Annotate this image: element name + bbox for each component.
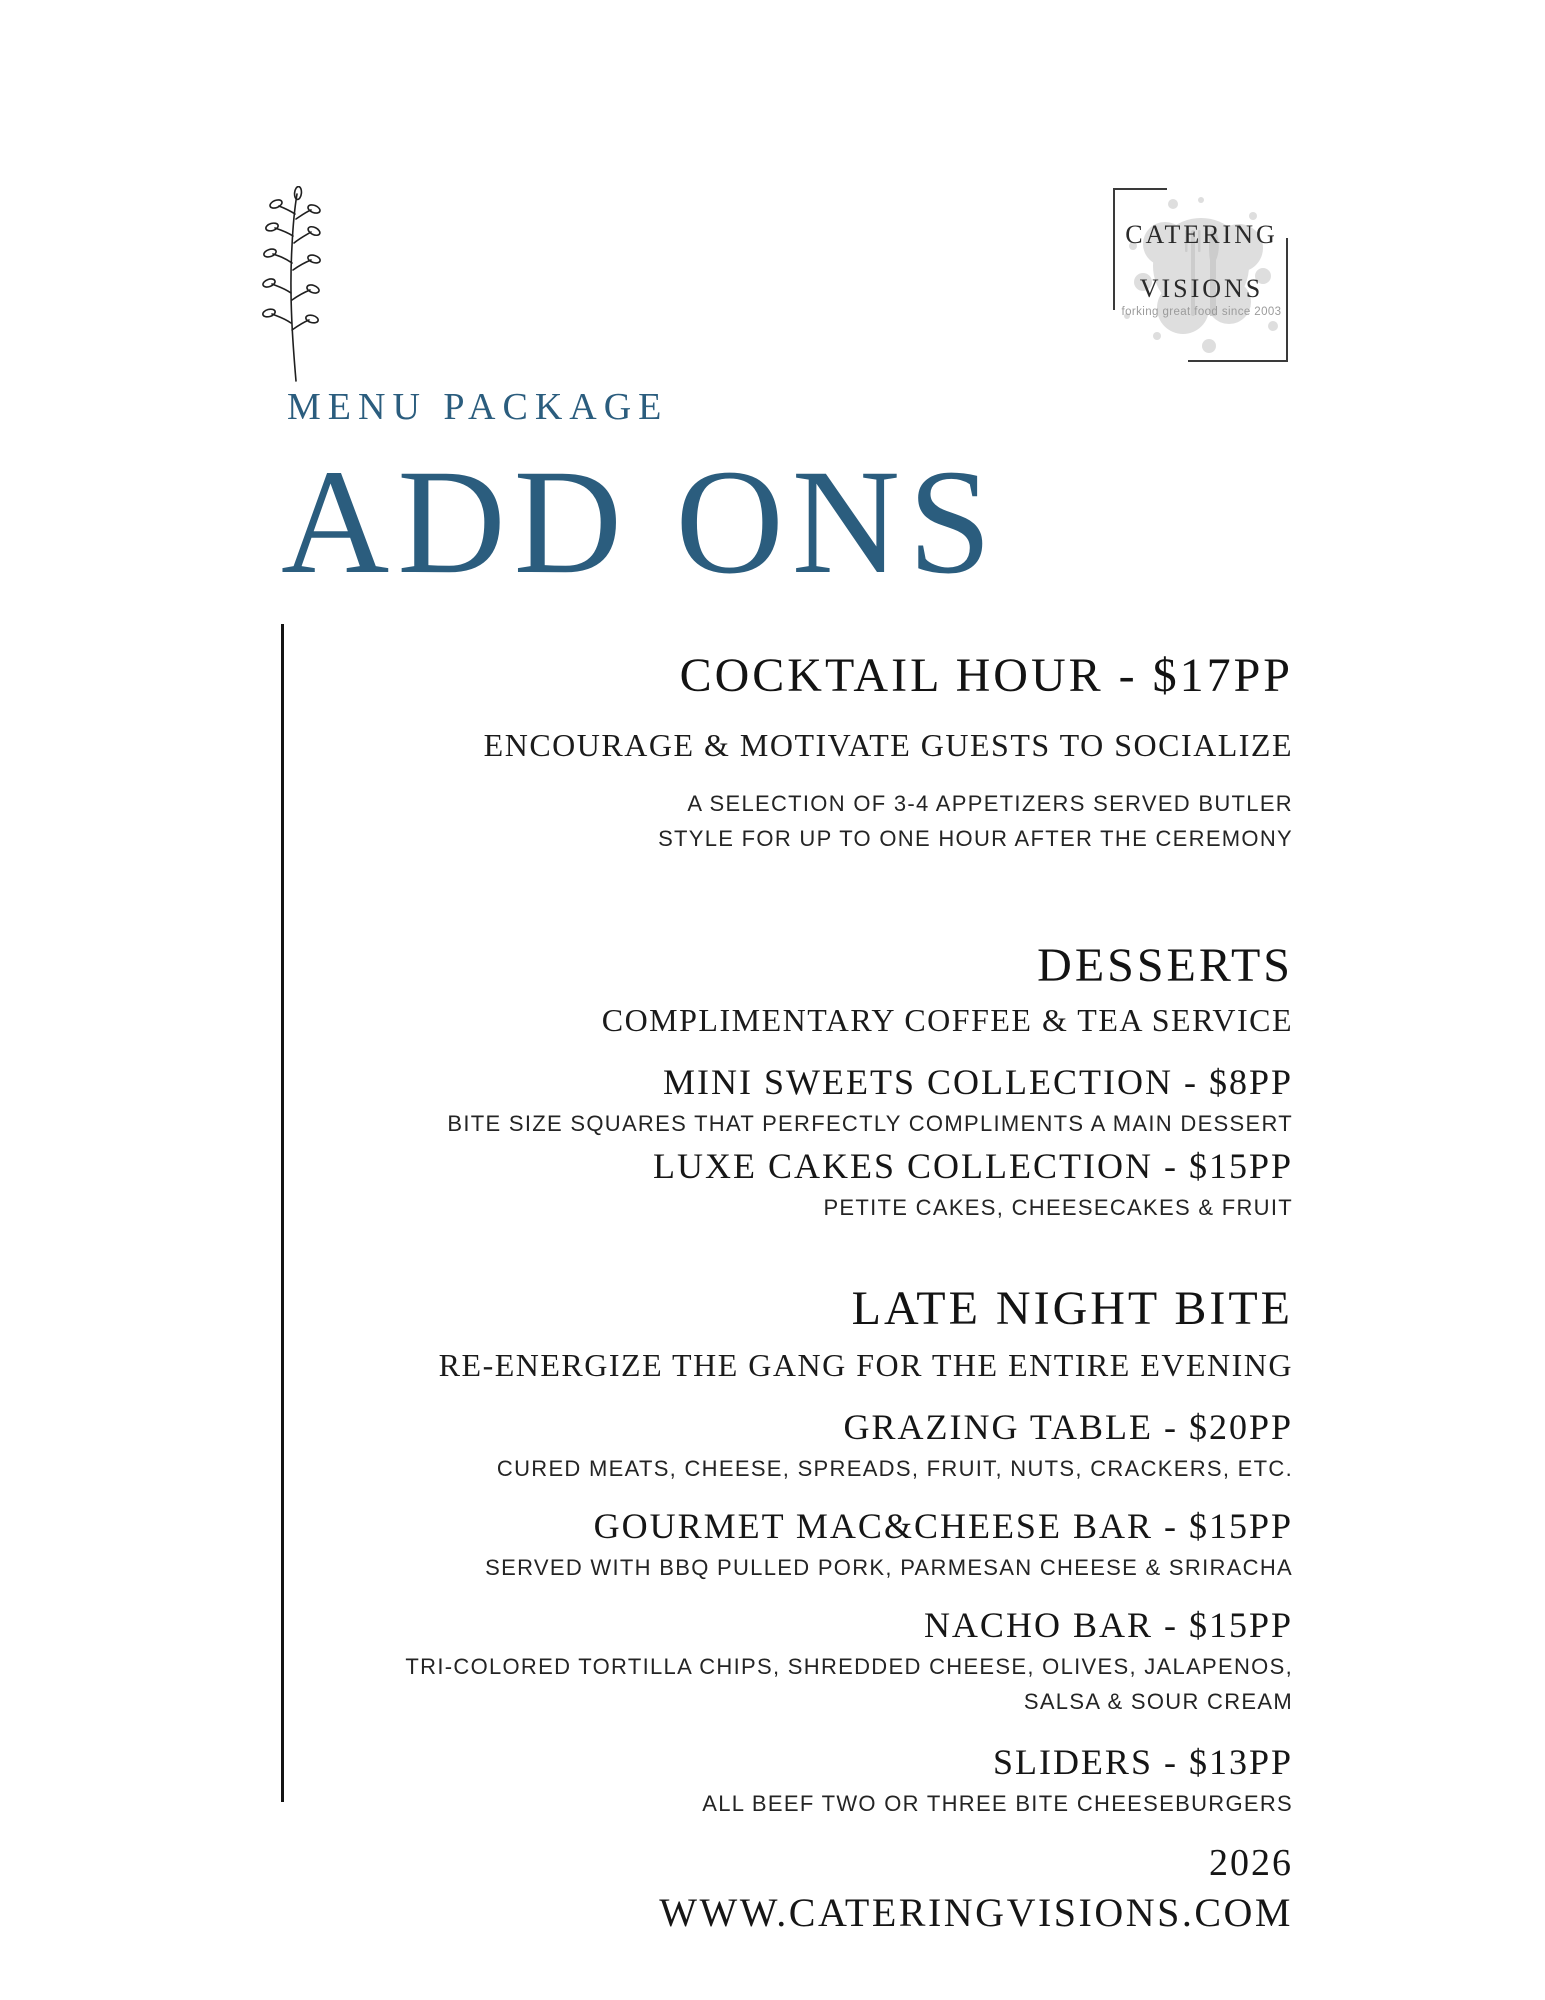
- section-description: [293, 786, 1293, 856]
- menu-item-sliders: [293, 1741, 1293, 1821]
- description-line: SALSA & SOUR CREAM: [1023, 1689, 1293, 1714]
- page-title: ADD ONS: [281, 439, 1000, 605]
- section-title: LATE NIGHT BITE: [851, 1282, 1293, 1335]
- section-desserts: [293, 938, 1293, 1225]
- section-title: DESSERTS: [1037, 939, 1293, 992]
- item-description: CURED MEATS, CHEESE, SPREADS, FRUIT, NUTS, CRACKERS, ETC.: [496, 1456, 1293, 1481]
- section-subtitle: ENCOURAGE & MOTIVATE GUESTS TO SOCIALIZE: [483, 727, 1293, 763]
- section-title: COCKTAIL HOUR - $17PP: [679, 649, 1293, 702]
- item-name: LUXE CAKES COLLECTION - $15PP: [653, 1146, 1293, 1186]
- section-late-night-bite: [293, 1281, 1293, 1821]
- item-name: GRAZING TABLE - $20PP: [843, 1407, 1293, 1447]
- logo-wordmark-line1: CATERING: [1125, 220, 1278, 249]
- item-name: SLIDERS - $13PP: [992, 1742, 1293, 1782]
- menu-item-luxe-cakes: [293, 1145, 1293, 1225]
- item-name: NACHO BAR - $15PP: [923, 1605, 1293, 1645]
- left-vertical-rule: [281, 624, 284, 1802]
- item-description: ALL BEEF TWO OR THREE BITE CHEESEBURGERS: [702, 1791, 1293, 1816]
- item-name: MINI SWEETS COLLECTION - $8PP: [663, 1062, 1293, 1102]
- logo-wordmark-line2: VISIONS: [1139, 274, 1264, 303]
- footer-website: WWW.CATERINGVISIONS.COM: [659, 1890, 1293, 1935]
- section-cocktail-hour: [293, 648, 1293, 856]
- brand-logo: [1113, 186, 1290, 362]
- item-description: SERVED WITH BBQ PULLED PORK, PARMESAN CHEESE & SRIRACHA: [485, 1555, 1293, 1580]
- description-line: A SELECTION OF 3-4 APPETIZERS SERVED BUTLER: [687, 791, 1293, 816]
- footer-year: 2026: [1209, 1842, 1293, 1884]
- item-description: PETITE CAKES, CHEESECAKES & FRUIT: [823, 1195, 1293, 1220]
- menu-item-grazing-table: [293, 1406, 1293, 1486]
- section-subtitle: COMPLIMENTARY COFFEE & TEA SERVICE: [601, 1002, 1293, 1038]
- menu-package-eyebrow: MENU PACKAGE: [287, 386, 669, 428]
- description-line: STYLE FOR UP TO ONE HOUR AFTER THE CEREMONY: [658, 826, 1293, 851]
- item-description: BITE SIZE SQUARES THAT PERFECTLY COMPLIMENTS A MAIN DESSERT: [447, 1111, 1293, 1136]
- menu-item-nacho-bar: [293, 1604, 1293, 1719]
- logo-tagline: forking great food since 2003: [1121, 306, 1282, 318]
- branch-icon: [256, 186, 334, 382]
- item-name: GOURMET MAC&CHEESE BAR - $15PP: [593, 1506, 1293, 1546]
- menu-item-mini-sweets: [293, 1061, 1293, 1141]
- menu-content-column: [293, 648, 1293, 1821]
- item-description: [293, 1649, 1293, 1719]
- description-line: TRI-COLORED TORTILLA CHIPS, SHREDDED CHEESE, OLIVES, JALAPENOS,: [405, 1654, 1293, 1679]
- menu-item-mac-cheese-bar: [293, 1505, 1293, 1585]
- section-subtitle: RE-ENERGIZE THE GANG FOR THE ENTIRE EVENING: [438, 1347, 1293, 1383]
